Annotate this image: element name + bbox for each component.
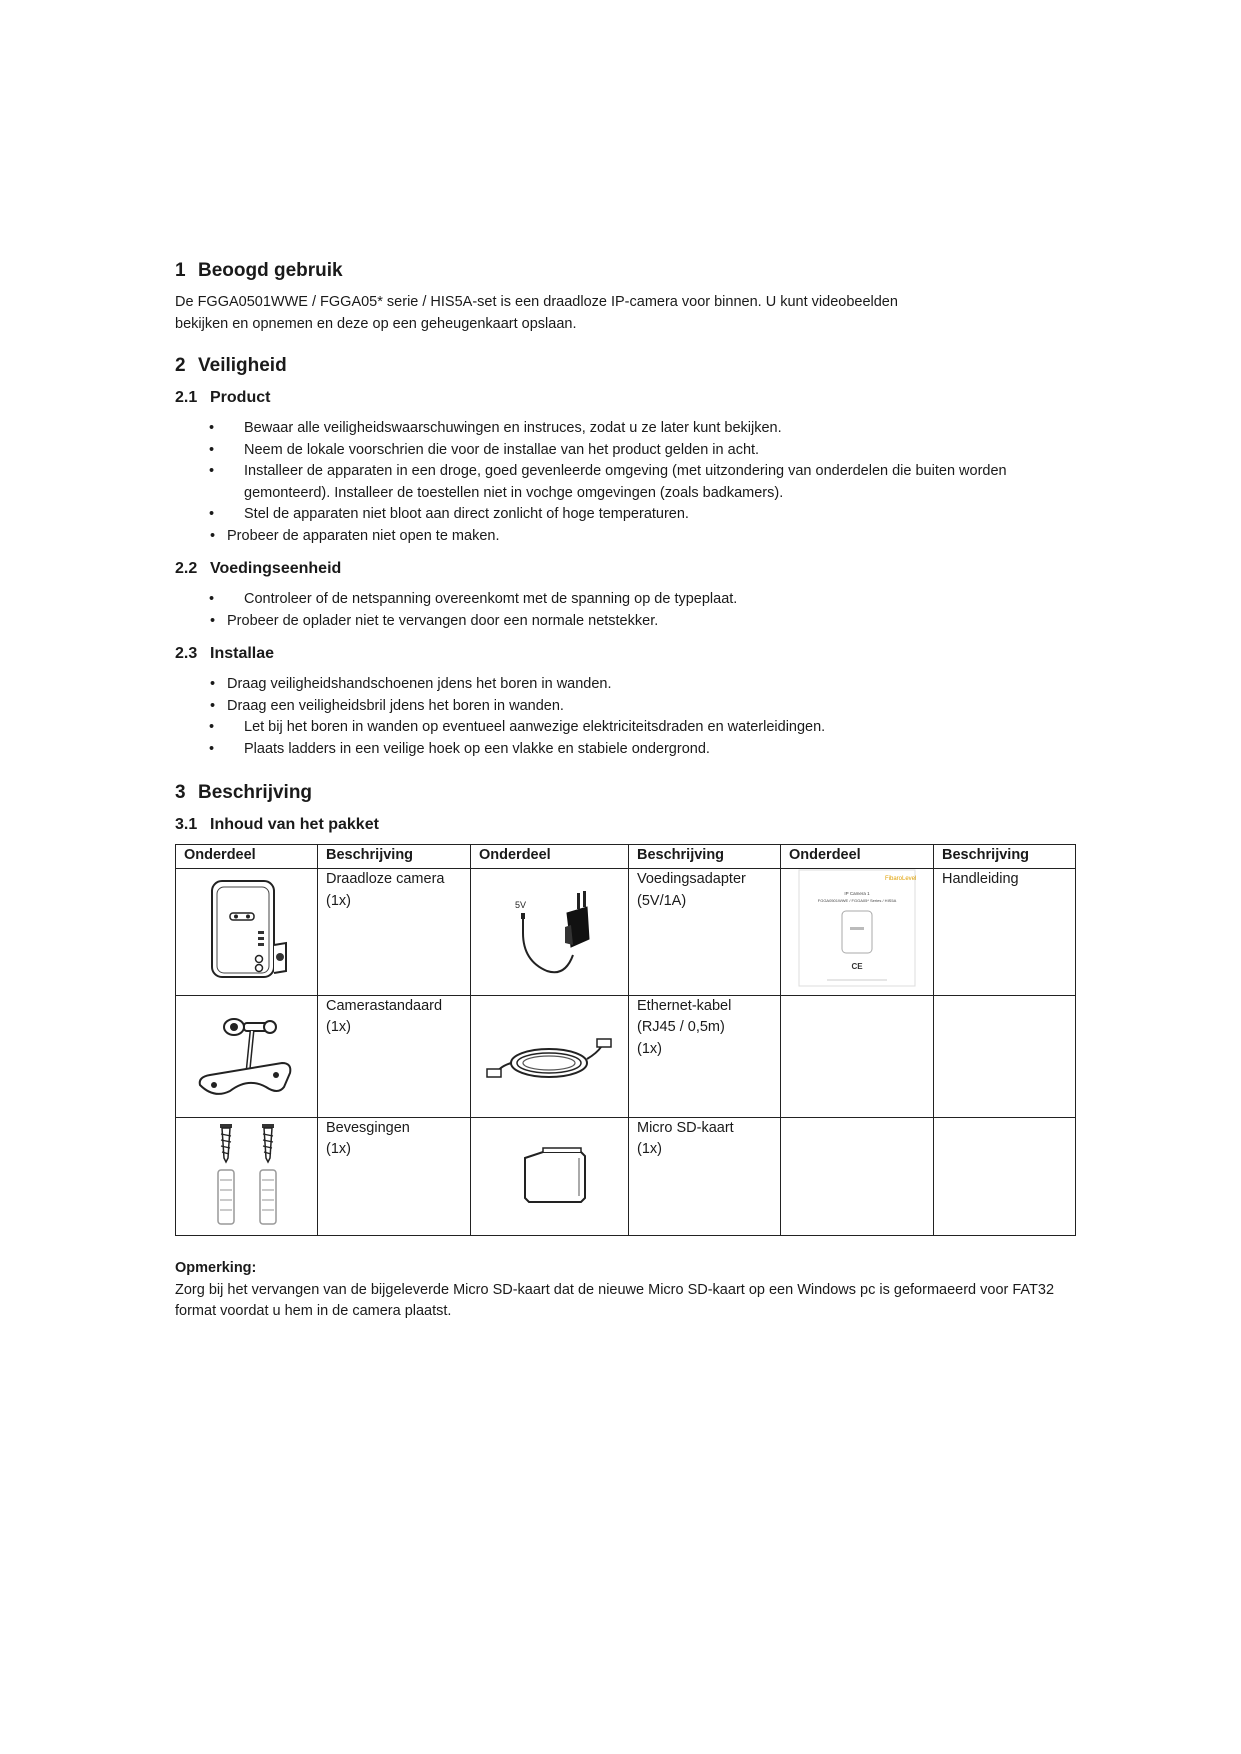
camera-image	[176, 869, 318, 996]
table-cell: Bevesgingen (1x)	[318, 1117, 471, 1236]
table-cell: Camerastandaard (1x)	[318, 995, 471, 1117]
screws-plugs-icon	[192, 1118, 302, 1228]
micro-sd-image	[471, 1117, 629, 1236]
micro-sd-card-icon	[495, 1118, 605, 1228]
list-item: • Plaats ladders in een veilige hoek op een vlakke en stabiele ondergrond.	[175, 739, 1075, 761]
note	[175, 1258, 1065, 1323]
table-cell	[781, 995, 934, 1117]
power-supply-list	[175, 589, 1075, 632]
list-item: • Neem de lokale voorschrien die voor de installae van het product gelden in acht.	[175, 440, 1025, 462]
table-header: Beschrijving	[629, 845, 781, 869]
list-item: • Let bij het boren in wanden op eventueel aanwezige elektriciteitsdraden en waterleidingen.	[175, 717, 1075, 739]
section-heading-2: 2 Veiligheid	[175, 355, 287, 376]
table-cell: Draadloze camera (1x)	[318, 869, 471, 996]
list-item: • Draag veiligheidshandschoenen jdens het boren in wanden.	[175, 674, 1075, 696]
table-cell	[934, 1117, 1076, 1236]
table-header: Beschrijving	[934, 845, 1076, 869]
list-item: • Bewaar alle veiligheidswaarschuwingen en instruces, zodat u ze later kunt bekijken.	[175, 418, 1025, 440]
package-contents-table	[175, 844, 1076, 1236]
subsection-heading-2-3: 2.3 Installae	[175, 645, 275, 662]
manual-image	[781, 869, 934, 996]
manual-icon	[797, 869, 917, 987]
ethernet-cable-icon	[485, 997, 615, 1107]
table-header: Onderdeel	[471, 845, 629, 869]
table-cell	[934, 995, 1076, 1117]
document-page	[175, 258, 1075, 1323]
list-item: • Probeer de oplader niet te vervangen door een normale netstekker.	[175, 611, 1075, 633]
svg-text:IP Camera 1: IP Camera 1	[844, 891, 870, 896]
svg-text:FibaroLevel: FibaroLevel	[885, 876, 917, 882]
power-adapter-icon	[495, 873, 605, 983]
table-cell: Voedingsadapter (5V/1A)	[629, 869, 781, 996]
subsection-heading-2-1: 2.1 Product	[175, 389, 271, 406]
note-text: Zorg bij het vervangen van de bijgeleverde Micro SD-kaart dat de nieuwe Micro SD-kaart op een Windows pc is geformaeerd voor FAT32 format voordat u hem in de camera plaatst.	[175, 1281, 1055, 1319]
table-header-row	[176, 845, 1076, 869]
table-row	[176, 869, 1076, 996]
section-heading-1: 1 Beoogd gebruik	[175, 260, 343, 281]
table-header: Onderdeel	[781, 845, 934, 869]
camera-stand-image	[176, 995, 318, 1117]
list-item: • Probeer de apparaten niet open te maken.	[175, 526, 1025, 548]
table-row	[176, 995, 1076, 1117]
table-header: Beschrijving	[318, 845, 471, 869]
fixings-image	[176, 1117, 318, 1236]
power-adapter-image	[471, 869, 629, 996]
section-1-text: De FGGA0501WWE / FGGA05* serie / HIS5A-set is een draadloze IP-camera voor binnen. U kunt videobeelden bekijken en opnemen en deze op een geheugenkaart opslaan.	[175, 294, 898, 332]
svg-text:CE: CE	[851, 962, 863, 971]
product-safety-list	[175, 418, 1025, 547]
table-header: Onderdeel	[176, 845, 318, 869]
installation-list	[175, 674, 1075, 760]
list-item: • Stel de apparaten niet bloot aan direct zonlicht of hoge temperaturen.	[175, 504, 1025, 526]
table-cell	[781, 1117, 934, 1236]
list-item: • Installeer de apparaten in een droge, goed gevenleerde omgeving (met uitzondering van onderdelen die buiten worden gemonteerd). Installeer de toestellen niet in vochge omgevingen (zoals badkamers).	[175, 461, 1025, 504]
list-item: • Controleer of de netspanning overeenkomt met de spanning op de typeplaat.	[175, 589, 1075, 611]
note-title: Opmerking:	[175, 1260, 257, 1276]
table-cell: Handleiding	[934, 869, 1076, 996]
ethernet-cable-image	[471, 995, 629, 1117]
section-heading-3: 3 Beschrijving	[175, 782, 313, 803]
adapter-voltage-label: 5V	[514, 900, 526, 910]
table-cell: Ethernet-kabel (RJ45 / 0,5m) (1x)	[629, 995, 781, 1117]
subsection-heading-3-1: 3.1 Inhoud van het pakket	[175, 816, 379, 833]
subsection-heading-2-2: 2.2 Voedingseenheid	[175, 560, 342, 577]
list-item: • Draag een veiligheidsbril jdens het boren in wanden.	[175, 696, 1075, 718]
svg-text:FGGA0501WWE / FGGA05* Series /: FGGA0501WWE / FGGA05* Series / HIS5A	[817, 898, 897, 903]
camera-icon	[192, 873, 302, 983]
table-cell: Micro SD-kaart (1x)	[629, 1117, 781, 1236]
table-row	[176, 1117, 1076, 1236]
camera-stand-icon	[192, 997, 302, 1107]
